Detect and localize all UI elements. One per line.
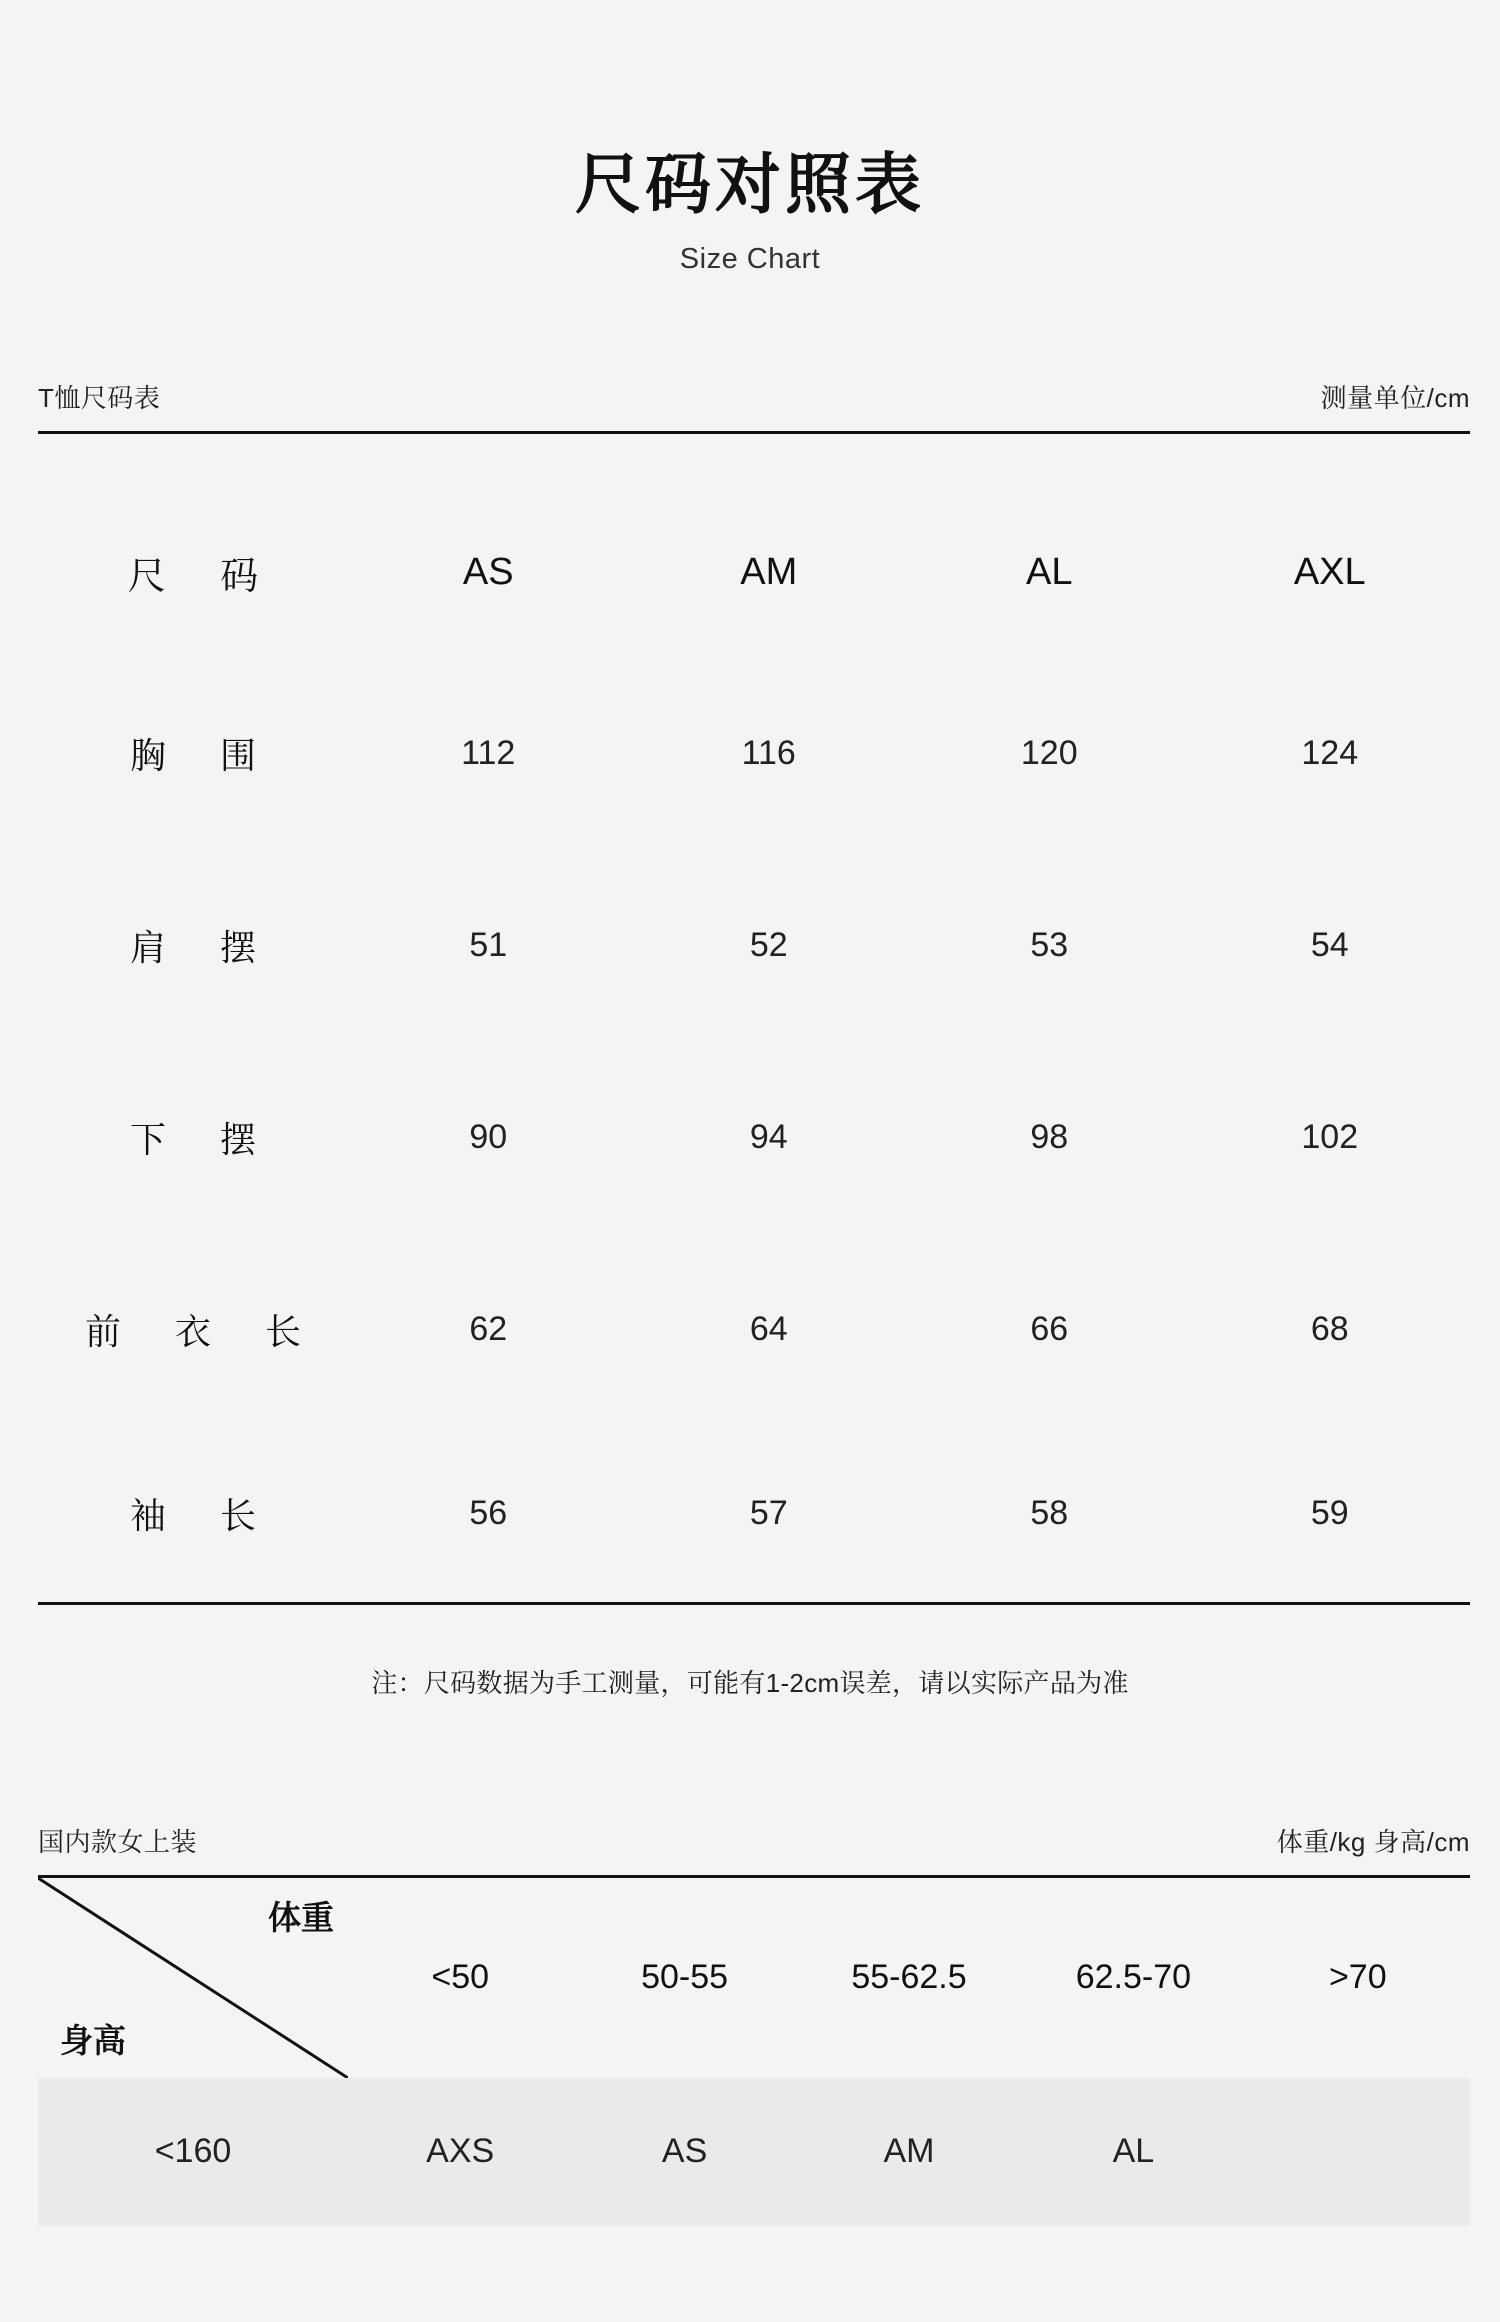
row-label-sleeve: 袖 长 xyxy=(129,1495,278,1537)
page-header xyxy=(0,0,1500,276)
cell-h1-w4: AL xyxy=(1021,2078,1245,2226)
weight-col-2: 50-55 xyxy=(641,1958,729,1997)
cell-chest-axl: 124 xyxy=(1301,734,1359,773)
row-label-height-1: <160 xyxy=(38,2078,348,2226)
measurement-note: 注：尺码数据为手工测量，可能有1-2cm误差，请以实际产品为准 xyxy=(371,1667,1129,1698)
table-row xyxy=(38,1042,1470,1234)
header-size-am: AM xyxy=(740,551,798,594)
cell-front-length-am: 64 xyxy=(749,1310,788,1349)
table-row xyxy=(38,658,1470,850)
row-label-shoulder: 肩 摆 xyxy=(129,927,278,969)
table-row xyxy=(38,2078,1470,2226)
corner-height-label: 身高 xyxy=(60,2021,126,2059)
cell-hem-as: 90 xyxy=(469,1118,508,1157)
tshirt-table-caption-left: T恤尺码表 xyxy=(38,382,161,413)
header-size-label: 尺 码 xyxy=(127,556,281,599)
women-top-caption xyxy=(38,1822,1470,1859)
row-label-front-length: 前 衣 长 xyxy=(84,1311,323,1353)
cell-chest-al: 120 xyxy=(1020,734,1078,773)
cell-sleeve-al: 58 xyxy=(1030,1494,1069,1533)
cell-front-length-as: 62 xyxy=(469,1310,508,1349)
tshirt-table-caption xyxy=(38,378,1470,415)
women-top-units: 体重/kg 身高/cm xyxy=(1276,1826,1470,1857)
women-top-caption-left: 国内款女上装 xyxy=(38,1826,198,1857)
cell-hem-axl: 102 xyxy=(1301,1118,1359,1157)
cell-hem-al: 98 xyxy=(1030,1118,1069,1157)
cell-sleeve-as: 56 xyxy=(469,1494,508,1533)
tshirt-table-bottom-rule xyxy=(38,1602,1470,1605)
weight-col-4: 62.5-70 xyxy=(1075,1958,1192,1997)
page-title: 尺码对照表 xyxy=(575,147,925,221)
cell-h1-w3: AM xyxy=(797,2078,1021,2226)
cell-front-length-axl: 68 xyxy=(1310,1310,1349,1349)
cell-sleeve-am: 57 xyxy=(749,1494,788,1533)
cell-h1-w1: AXS xyxy=(348,2078,572,2226)
weight-col-3: 55-62.5 xyxy=(851,1958,967,1997)
table-row xyxy=(38,1426,1470,1602)
cell-shoulder-axl: 54 xyxy=(1310,926,1349,965)
cell-chest-am: 116 xyxy=(741,734,796,773)
table-row xyxy=(38,1234,1470,1426)
cell-sleeve-axl: 59 xyxy=(1310,1494,1349,1533)
table-header-row xyxy=(38,434,1470,658)
height-weight-table xyxy=(38,1878,1470,2226)
weight-col-5: >70 xyxy=(1328,1958,1387,1997)
row-label-chest: 胸 围 xyxy=(129,735,278,777)
corner-header-cell xyxy=(38,1878,348,2078)
cell-front-length-al: 66 xyxy=(1030,1310,1069,1349)
row-label-hem: 下 摆 xyxy=(129,1119,278,1161)
cell-chest-as: 112 xyxy=(461,734,516,773)
cell-hem-am: 94 xyxy=(749,1118,788,1157)
table-header-row xyxy=(38,1878,1470,2078)
cell-shoulder-al: 53 xyxy=(1030,926,1069,965)
table-row xyxy=(38,850,1470,1042)
page-subtitle: Size Chart xyxy=(679,242,821,275)
cell-shoulder-am: 52 xyxy=(749,926,788,965)
cell-shoulder-as: 51 xyxy=(469,926,508,965)
corner-weight-label: 体重 xyxy=(268,1898,334,1936)
cell-h1-w2: AS xyxy=(572,2078,796,2226)
header-size-al: AL xyxy=(1026,551,1073,594)
tshirt-size-table xyxy=(38,434,1470,1602)
weight-col-1: <50 xyxy=(431,1958,490,1997)
header-size-axl: AXL xyxy=(1293,551,1366,594)
tshirt-table-unit: 测量单位/cm xyxy=(1320,382,1470,413)
cell-h1-w5 xyxy=(1246,2078,1470,2226)
header-size-as: AS xyxy=(462,551,514,594)
